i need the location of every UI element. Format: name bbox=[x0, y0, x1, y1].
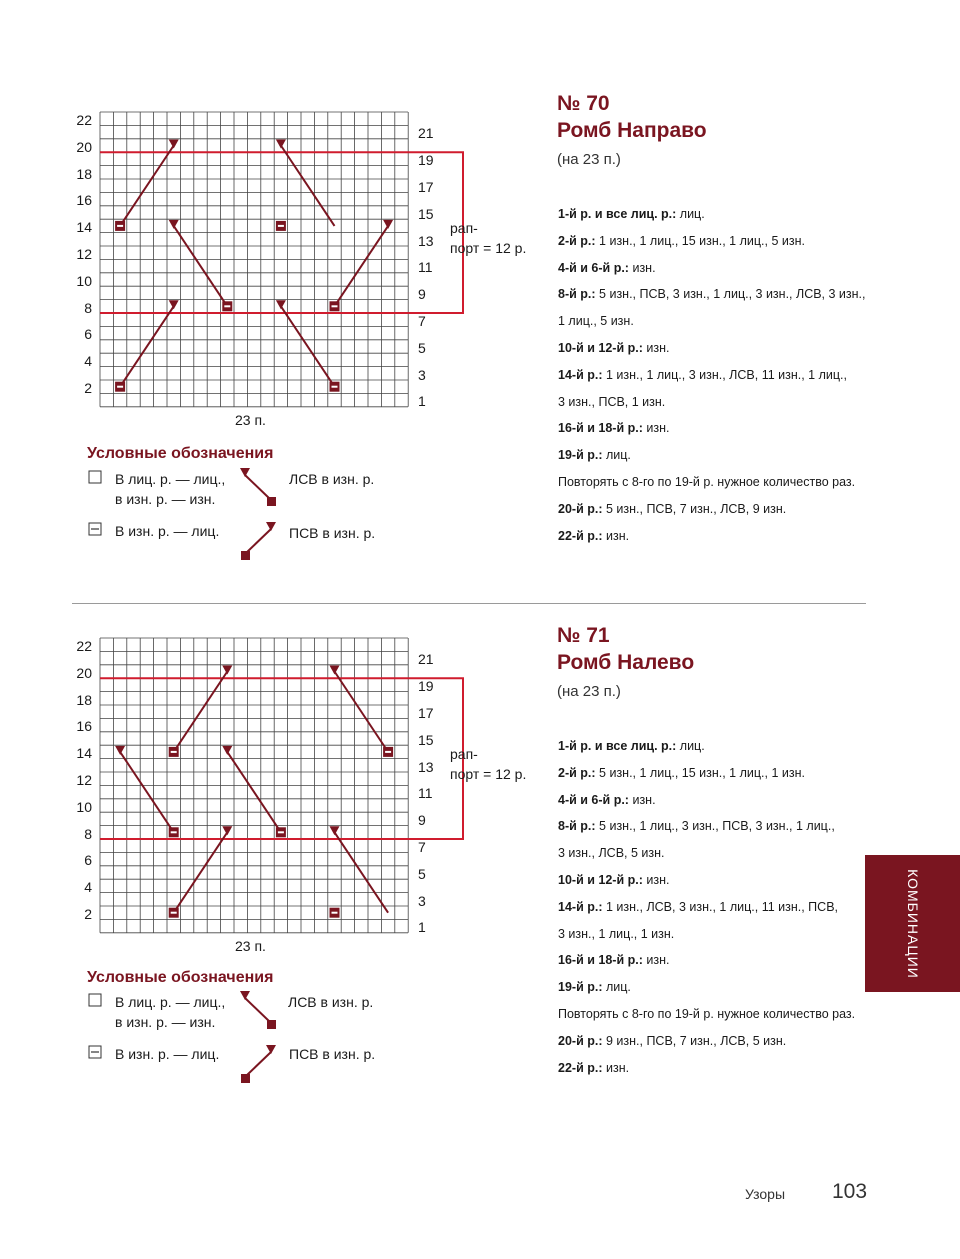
purl-symbol-dash bbox=[171, 751, 177, 753]
instruction-line bbox=[558, 340, 669, 356]
legend-purl-text: В изн. р. — лиц. bbox=[115, 523, 220, 539]
instruction-line bbox=[558, 447, 631, 463]
side-tab-label: КОМБИНАЦИИ bbox=[904, 868, 921, 979]
pattern-name: Ромб Налево bbox=[557, 651, 695, 674]
repeat-label bbox=[450, 744, 526, 784]
cross-symbol bbox=[276, 300, 286, 309]
pattern-subtitle: (на 23 п.) bbox=[557, 683, 621, 700]
cross-symbol bbox=[222, 826, 232, 835]
row-label-right: 15 bbox=[418, 205, 434, 222]
cross-symbol bbox=[383, 220, 393, 229]
row-label-left: 2 bbox=[84, 380, 92, 396]
row-label-right: 7 bbox=[418, 313, 426, 329]
row-label-left: 6 bbox=[84, 852, 92, 869]
legend-psv-text: ПСВ в изн. р. bbox=[289, 525, 376, 541]
chart-width-label: 23 п. bbox=[235, 938, 266, 954]
instruction-text: 1 лиц., 5 изн. bbox=[558, 314, 634, 329]
instruction-row: 2-й р.: bbox=[558, 233, 596, 248]
legend-lsv-line bbox=[245, 475, 270, 499]
row-label-right: 19 bbox=[418, 152, 434, 169]
row-label-right: 7 bbox=[418, 839, 426, 855]
footer-section-title: Узоры bbox=[745, 1186, 786, 1202]
cross-symbol bbox=[115, 746, 125, 755]
purl-symbol-dash bbox=[385, 751, 391, 753]
legend-knit-line-2: в изн. р. — изн. bbox=[115, 491, 216, 507]
legend-lsv-line bbox=[245, 998, 270, 1022]
row-label-right: 9 bbox=[418, 286, 426, 303]
row-label-left: 10 bbox=[76, 798, 92, 815]
row-label-left: 12 bbox=[76, 772, 92, 788]
instruction-row: 20-й р.: bbox=[558, 1033, 603, 1048]
instruction-line bbox=[558, 206, 705, 222]
row-label-left: 22 bbox=[76, 638, 92, 654]
instruction-row: 1-й р. и все лиц. р.: bbox=[558, 207, 677, 221]
legend-knit-line-1: В лиц. р. — лиц., bbox=[115, 471, 226, 487]
row-label-left: 10 bbox=[76, 272, 92, 289]
purl-symbol-dash bbox=[224, 305, 230, 307]
legend-knit-line-2: в изн. р. — изн. bbox=[115, 1014, 216, 1030]
row-label-left: 20 bbox=[76, 138, 92, 155]
legend-lsv-text: ЛСВ в изн. р. bbox=[289, 471, 375, 487]
instruction-row: 16-й и 18-й р.: bbox=[558, 953, 643, 968]
instruction-text: 1 изн., 1 лиц., 15 изн., 1 лиц., 5 изн. bbox=[599, 233, 805, 248]
instruction-text: лиц. bbox=[605, 980, 631, 995]
instruction-row: 22-й р.: bbox=[558, 528, 603, 543]
instruction-line bbox=[558, 899, 838, 915]
row-label-left: 12 bbox=[76, 246, 92, 262]
instruction-line bbox=[558, 501, 786, 517]
row-label-left: 20 bbox=[76, 664, 92, 681]
legend-lsv-text: ЛСВ в изн. р. bbox=[288, 994, 374, 1010]
instruction-line bbox=[558, 1033, 786, 1049]
instruction-text: лиц. bbox=[605, 448, 631, 463]
instruction-text: 1 изн., ЛСВ, 3 изн., 1 лиц., 11 изн., ПСВ, bbox=[605, 899, 839, 914]
instruction-line bbox=[558, 313, 634, 329]
purl-symbol-dash bbox=[117, 225, 123, 227]
pattern-number: № 71 bbox=[557, 624, 610, 647]
purl-symbol-dash bbox=[332, 386, 338, 388]
instruction-text: изн. bbox=[646, 953, 670, 968]
legend-lsv-square bbox=[267, 1020, 276, 1029]
row-label-left: 8 bbox=[84, 825, 92, 842]
cable-line bbox=[120, 146, 174, 226]
cable-line bbox=[335, 672, 389, 752]
cable-line bbox=[281, 146, 335, 226]
cable-line bbox=[120, 306, 174, 386]
instruction-line bbox=[558, 738, 705, 754]
cross-symbol bbox=[169, 140, 179, 149]
row-label-left: 4 bbox=[84, 353, 92, 370]
instruction-text: Повторять с 8-го по 19-й р. нужное количество раз. bbox=[558, 475, 856, 489]
instruction-row: 1-й р. и все лиц. р.: bbox=[558, 739, 677, 753]
legend-psv-square bbox=[241, 551, 250, 560]
purl-symbol-dash bbox=[278, 225, 284, 227]
row-label-right: 3 bbox=[418, 366, 426, 383]
instruction-row: 10-й и 12-й р.: bbox=[558, 341, 643, 355]
instruction-line bbox=[558, 765, 805, 781]
instruction-row: 22-й р.: bbox=[558, 1060, 603, 1075]
legend-knit-box bbox=[89, 994, 101, 1006]
row-label-right: 17 bbox=[418, 705, 434, 721]
cross-symbol bbox=[330, 666, 340, 675]
instruction-text: Повторять с 8-го по 19-й р. нужное количество раз. bbox=[558, 1007, 856, 1021]
cable-line bbox=[335, 832, 389, 912]
instruction-row: 2-й р.: bbox=[558, 765, 596, 780]
row-label-right: 5 bbox=[418, 865, 426, 882]
instruction-text: изн. bbox=[646, 421, 670, 436]
instruction-text: изн. bbox=[646, 873, 670, 887]
cable-line bbox=[227, 752, 281, 832]
instruction-text: 3 изн., ЛСВ, 5 изн. bbox=[558, 846, 665, 861]
instruction-text: 3 изн., 1 лиц., 1 изн. bbox=[558, 926, 675, 941]
instruction-line bbox=[558, 286, 866, 302]
instruction-line bbox=[558, 1006, 855, 1022]
instruction-line bbox=[558, 926, 674, 942]
instruction-line bbox=[558, 818, 835, 834]
row-label-right: 17 bbox=[418, 179, 434, 195]
instruction-line bbox=[558, 845, 665, 861]
row-label-left: 18 bbox=[76, 691, 92, 708]
instruction-text: 3 изн., ПСВ, 1 изн. bbox=[558, 394, 666, 409]
row-label-right: 13 bbox=[418, 758, 434, 775]
row-label-right: 19 bbox=[418, 678, 434, 695]
instruction-text: 5 изн., ПСВ, 7 изн., ЛСВ, 9 изн. bbox=[605, 501, 787, 516]
instruction-text: изн. bbox=[646, 341, 670, 355]
cross-symbol bbox=[330, 826, 340, 835]
row-label-left: 16 bbox=[76, 718, 92, 735]
cross-symbol bbox=[169, 220, 179, 229]
row-label-left: 6 bbox=[84, 326, 92, 343]
repeat-label-line-1: рап- bbox=[450, 746, 478, 762]
row-label-right: 5 bbox=[418, 339, 426, 356]
legend-psv-line bbox=[246, 1052, 271, 1076]
instruction-text: изн. bbox=[605, 1060, 630, 1075]
row-label-right: 21 bbox=[418, 651, 434, 668]
row-label-right: 11 bbox=[418, 785, 433, 802]
cable-line bbox=[174, 672, 228, 752]
page-number: 103 bbox=[832, 1180, 868, 1203]
instruction-text: 5 изн., ПСВ, 3 изн., 1 лиц., 3 изн., ЛСВ, 3 изн., bbox=[599, 287, 866, 302]
instruction-line bbox=[558, 394, 665, 410]
repeat-label-line-1: рап- bbox=[450, 220, 478, 236]
row-label-left: 16 bbox=[76, 192, 92, 209]
instruction-row: 14-й р.: bbox=[558, 367, 603, 382]
instruction-row: 19-й р.: bbox=[558, 980, 603, 995]
row-label-right: 9 bbox=[418, 812, 426, 829]
instruction-row: 4-й и 6-й р.: bbox=[558, 260, 629, 275]
instruction-text: изн. bbox=[605, 528, 630, 543]
repeat-label-line-2: порт = 12 р. bbox=[450, 240, 527, 256]
purl-symbol-dash bbox=[332, 912, 338, 914]
legend-knit-box bbox=[89, 471, 101, 483]
legend-psv-square bbox=[241, 1074, 250, 1083]
legend-knit-line-1: В лиц. р. — лиц., bbox=[115, 994, 226, 1010]
row-label-left: 14 bbox=[76, 745, 92, 762]
legend-title: Условные обозначения bbox=[87, 445, 274, 462]
instruction-row: 8-й р.: bbox=[558, 819, 596, 834]
row-label-right: 1 bbox=[418, 393, 426, 410]
legend-psv-text: ПСВ в изн. р. bbox=[289, 1046, 376, 1062]
repeat-label-line-2: порт = 12 р. bbox=[450, 766, 527, 782]
instruction-line bbox=[558, 952, 669, 968]
cable-line bbox=[174, 226, 228, 306]
purl-symbol-dash bbox=[171, 912, 177, 914]
row-label-left: 18 bbox=[76, 165, 92, 182]
instruction-row: 10-й и 12-й р.: bbox=[558, 873, 643, 887]
row-label-right: 3 bbox=[418, 892, 426, 909]
section-side-tab bbox=[865, 855, 960, 992]
instruction-line bbox=[558, 1060, 629, 1076]
repeat-label bbox=[450, 218, 526, 258]
instruction-line bbox=[558, 979, 631, 995]
instruction-line bbox=[558, 367, 847, 383]
instruction-line bbox=[558, 792, 656, 808]
chart-width-label: 23 п. bbox=[235, 412, 266, 428]
cross-symbol bbox=[222, 666, 232, 675]
instruction-row: 8-й р.: bbox=[558, 287, 596, 302]
legend-knit-text bbox=[115, 469, 225, 509]
pattern-subtitle: (на 23 п.) bbox=[557, 151, 621, 168]
purl-symbol-dash bbox=[171, 831, 177, 833]
row-label-left: 22 bbox=[76, 112, 92, 128]
cable-line bbox=[335, 226, 389, 306]
instruction-line bbox=[558, 528, 629, 544]
cross-symbol bbox=[169, 300, 179, 309]
purl-symbol-dash bbox=[278, 831, 284, 833]
instruction-text: 9 изн., ПСВ, 7 изн., ЛСВ, 5 изн. bbox=[605, 1033, 787, 1048]
row-label-right: 21 bbox=[418, 125, 434, 142]
cable-line bbox=[174, 832, 228, 912]
instruction-text: 5 изн., 1 лиц., 3 изн., ПСВ, 3 изн., 1 лиц., bbox=[599, 819, 835, 834]
instruction-line bbox=[558, 872, 669, 888]
legend-purl-text: В изн. р. — лиц. bbox=[115, 1046, 220, 1062]
row-label-left: 14 bbox=[76, 219, 92, 236]
instruction-text: изн. bbox=[632, 792, 656, 807]
row-label-left: 4 bbox=[84, 879, 92, 896]
instruction-text: 5 изн., 1 лиц., 15 изн., 1 лиц., 1 изн. bbox=[599, 765, 805, 780]
row-label-left: 8 bbox=[84, 299, 92, 316]
instruction-line bbox=[558, 474, 855, 490]
instruction-row: 19-й р.: bbox=[558, 448, 603, 463]
legend-title: Условные обозначения bbox=[87, 969, 274, 986]
section-divider bbox=[72, 603, 866, 604]
pattern-name: Ромб Направо bbox=[557, 119, 707, 142]
cross-symbol bbox=[222, 746, 232, 755]
legend-lsv-square bbox=[267, 497, 276, 506]
instruction-line bbox=[558, 420, 669, 436]
instruction-row: 14-й р.: bbox=[558, 899, 603, 914]
instruction-row: 20-й р.: bbox=[558, 501, 603, 516]
row-label-right: 15 bbox=[418, 731, 434, 748]
row-label-right: 1 bbox=[418, 919, 426, 936]
row-label-right: 13 bbox=[418, 232, 434, 249]
instruction-row: 4-й и 6-й р.: bbox=[558, 792, 629, 807]
legend-psv-line bbox=[246, 529, 271, 553]
instruction-text: лиц. bbox=[679, 207, 705, 221]
instruction-line bbox=[558, 233, 805, 249]
legend-knit-text bbox=[115, 992, 225, 1032]
instruction-row: 16-й и 18-й р.: bbox=[558, 421, 643, 436]
row-label-left: 2 bbox=[84, 906, 92, 922]
instruction-line bbox=[558, 260, 656, 276]
instruction-text: лиц. bbox=[679, 739, 705, 753]
purl-symbol-dash bbox=[332, 305, 338, 307]
cable-line bbox=[281, 306, 335, 386]
purl-symbol-dash bbox=[117, 386, 123, 388]
instruction-text: изн. bbox=[632, 260, 656, 275]
instruction-text: 1 изн., 1 лиц., 3 изн., ЛСВ, 11 изн., 1 лиц., bbox=[605, 367, 847, 382]
pattern-number: № 70 bbox=[557, 92, 610, 115]
cross-symbol bbox=[276, 140, 286, 149]
cable-line bbox=[120, 752, 174, 832]
row-label-right: 11 bbox=[418, 259, 433, 276]
